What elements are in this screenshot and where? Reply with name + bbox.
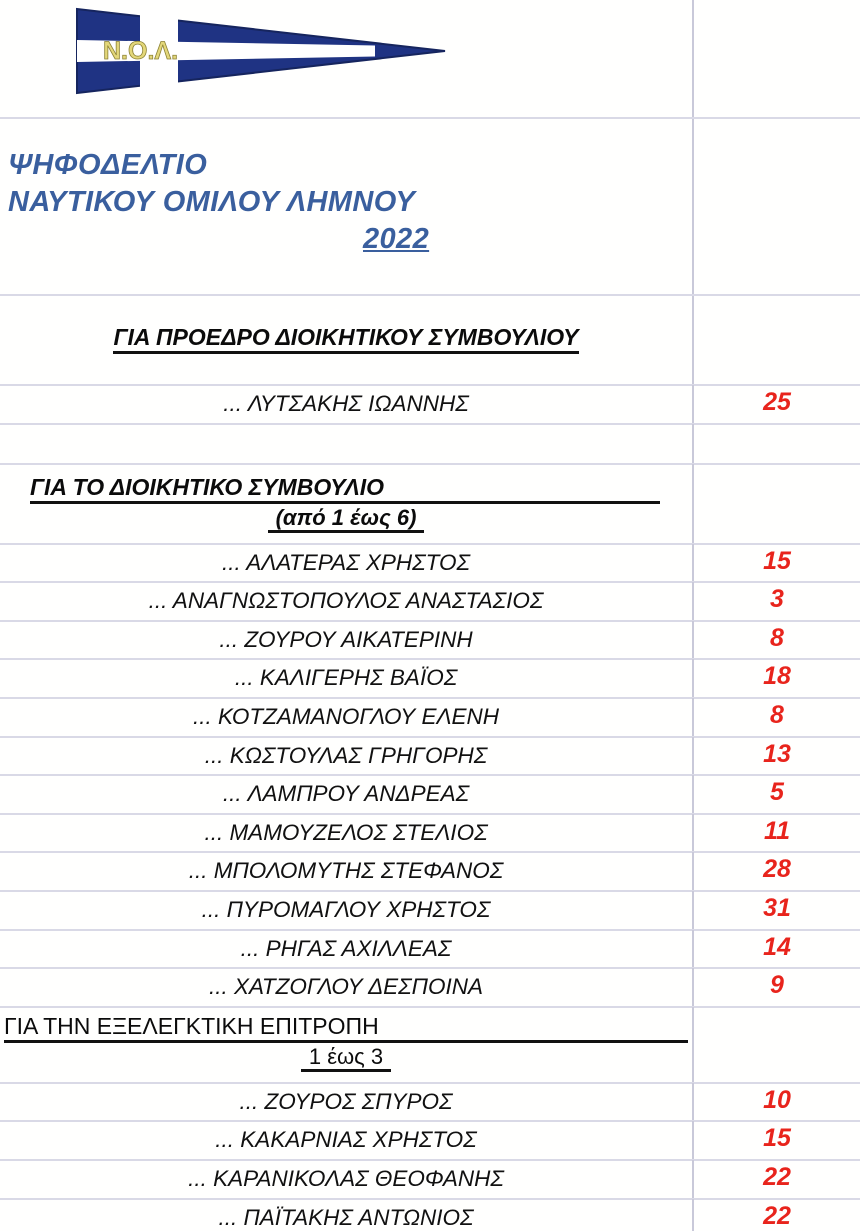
candidate-name: ... ΑΝΑΓΝΩΣΤΟΠΟΥΛΟΣ ΑΝΑΣΤΑΣΙΟΣ: [148, 588, 544, 614]
section-header-underline: [113, 351, 578, 354]
candidate-row[interactable]: [0, 659, 860, 698]
candidate-vote-count: 3: [770, 585, 784, 614]
title-line-1: ΨΗΦΟΔΕΛΤΙΟ: [8, 149, 208, 181]
grid-vline: [692, 1160, 694, 1199]
candidate-row[interactable]: [0, 698, 860, 737]
section-header-subtitle: [0, 1040, 692, 1070]
candidate-vote-count: 18: [763, 662, 791, 691]
spacer-row: [0, 424, 860, 464]
section-header-audit: [0, 1007, 692, 1083]
club-burgee-logo: [75, 7, 447, 95]
grid-vline: [692, 968, 694, 1007]
candidate-row[interactable]: [0, 1199, 860, 1231]
grid-vline: [692, 775, 694, 814]
grid-hline: [0, 117, 860, 119]
candidate-row[interactable]: [0, 737, 860, 776]
grid-vline: [692, 296, 694, 385]
candidate-name: ... ΚΟΤΖΑΜΑΝΟΓΛΟΥ ΕΛΕΝΗ: [192, 704, 500, 729]
candidate-vote-count: 11: [764, 816, 790, 845]
candidate-vote-count: 8: [770, 623, 784, 652]
grid-vline: [692, 698, 694, 737]
grid-vline: [692, 424, 694, 464]
candidate-vote-count: 31: [763, 894, 791, 922]
candidate-name: ... ΠΥΡΟΜΑΓΛΟΥ ΧΡΗΣΤΟΣ: [201, 897, 491, 922]
section-header-subtitle-underline: [301, 1069, 391, 1072]
grid-vline: [692, 621, 694, 660]
section-header-label: ΓΙΑ ΤΗΝ ΕΞΕΛΕΓΚΤΙΚΗ ΕΠΙΤΡΟΠΗ: [4, 1013, 379, 1040]
candidate-row[interactable]: [0, 930, 860, 969]
candidate-name: ... ΚΑΚΑΡΝΙΑΣ ΧΡΗΣΤΟΣ: [215, 1127, 477, 1153]
candidate-name: ... ΠΑΪΤΑΚΗΣ ΑΝΤΩΝΙΟΣ: [218, 1204, 474, 1230]
candidate-name: ... ΚΩΣΤΟΥΛΑΣ ΓΡΗΓΟΡΗΣ: [204, 742, 488, 768]
candidate-name: ... ΖΟΥΡΟΣ ΣΠΥΡΟΣ: [239, 1088, 453, 1114]
candidate-row[interactable]: [0, 1160, 860, 1199]
section-header-subtitle: [0, 501, 692, 531]
grid-vline: [692, 852, 694, 891]
section-header-title: [0, 296, 692, 351]
candidate-name: ... ΛΥΤΣΑΚΗΣ ΙΩΑΝΝΗΣ: [223, 391, 469, 416]
candidate-vote-count: 8: [770, 701, 784, 729]
candidate-name: ... ΜΠΟΛΟΜΥΤΗΣ ΣΤΕΦΑΝΟΣ: [188, 858, 504, 884]
candidate-row[interactable]: [0, 775, 860, 814]
candidate-vote-count: 13: [763, 739, 791, 768]
candidate-vote-count: 25: [763, 388, 791, 416]
title-line-2: ΝΑΥΤΙΚΟΥ ΟΜΙΛΟΥ ΛΗΜΝΟΥ: [8, 186, 416, 218]
candidate-vote-count: 15: [763, 1124, 791, 1153]
candidate-name: ... ΡΗΓΑΣ ΑΧΙΛΛΕΑΣ: [240, 935, 452, 961]
section-header-title: [0, 464, 692, 501]
section-header-board: [0, 464, 692, 544]
grid-vline: [692, 1007, 694, 1083]
candidate-vote-count: 15: [763, 546, 791, 575]
candidate-name: ... ΜΑΜΟΥΖΕΛΟΣ ΣΤΕΛΙΟΣ: [204, 819, 488, 845]
candidate-row[interactable]: [0, 621, 860, 660]
logo-row: [0, 0, 860, 119]
ballot-title-block: [0, 121, 692, 294]
section-header-title: [0, 1007, 692, 1040]
candidate-vote-count: 22: [763, 1201, 791, 1230]
candidate-vote-count: 9: [770, 971, 784, 1000]
candidate-vote-count: 10: [763, 1085, 791, 1114]
candidate-name: ... ΧΑΤΖΟΓΛΟΥ ΔΕΣΠΟΙΝΑ: [209, 974, 483, 1000]
candidate-name: ... ΚΑΡΑΝΙΚΟΛΑΣ ΘΕΟΦΑΝΗΣ: [188, 1166, 504, 1191]
section-header-subtitle-underline: [268, 530, 425, 533]
title-year: 2022: [363, 223, 430, 255]
candidate-name: ... ΛΑΜΠΡΟΥ ΑΝΔΡΕΑΣ: [222, 781, 470, 807]
grid-vline: [692, 814, 694, 853]
candidate-row[interactable]: [0, 582, 860, 621]
grid-vline: [692, 659, 694, 698]
grid-vline: [692, 385, 694, 424]
grid-vline: [692, 119, 694, 294]
candidate-row[interactable]: [0, 852, 860, 891]
candidate-row[interactable]: [0, 814, 860, 853]
club-initials-text: N.O.Λ.: [103, 37, 179, 65]
grid-vline: [692, 464, 694, 544]
grid-vline: [692, 737, 694, 776]
candidate-row[interactable]: [0, 968, 860, 1007]
grid-vline: [692, 930, 694, 969]
candidate-row[interactable]: [0, 1083, 860, 1122]
section-header-underline: [4, 1040, 688, 1043]
section-header-president: [0, 296, 692, 385]
section-header-label: ΓΙΑ ΠΡΟΕΔΡΟ ΔΙΟΙΚΗΤΙΚΟΥ ΣΥΜΒΟΥΛΙΟΥ: [113, 324, 578, 351]
candidate-row[interactable]: [0, 891, 860, 930]
section-header-subtitle-label: 1 έως 3: [309, 1044, 383, 1070]
section-header-label: ΓΙΑ ΤΟ ΔΙΟΙΚΗΤΙΚΟ ΣΥΜΒΟΥΛΙΟ: [30, 474, 384, 501]
grid-vline: [692, 1121, 694, 1160]
grid-vline: [692, 891, 694, 930]
candidate-row[interactable]: [0, 544, 860, 583]
grid-vline: [692, 582, 694, 621]
grid-vline: [692, 1083, 694, 1122]
candidate-name: ... ΑΛΑΤΕΡΑΣ ΧΡΗΣΤΟΣ: [222, 549, 470, 575]
candidate-row[interactable]: [0, 385, 860, 424]
candidate-name: ... ΖΟΥΡΟΥ ΑΙΚΑΤΕΡΙΝΗ: [219, 626, 473, 652]
candidate-name: ... ΚΑΛΙΓΕΡΗΣ ΒΑΪΟΣ: [234, 665, 458, 691]
grid-vline: [692, 544, 694, 583]
grid-vline: [692, 0, 694, 117]
candidate-vote-count: 28: [763, 855, 791, 884]
candidate-vote-count: 22: [763, 1163, 791, 1191]
candidate-row[interactable]: [0, 1121, 860, 1160]
candidate-vote-count: 14: [763, 932, 791, 961]
section-header-underline: [30, 501, 660, 504]
grid-vline: [692, 1199, 694, 1231]
candidate-vote-count: 5: [770, 778, 784, 807]
section-header-subtitle-label: (από 1 έως 6): [276, 505, 417, 531]
burgee-pennant-flag-icon: [75, 7, 447, 95]
